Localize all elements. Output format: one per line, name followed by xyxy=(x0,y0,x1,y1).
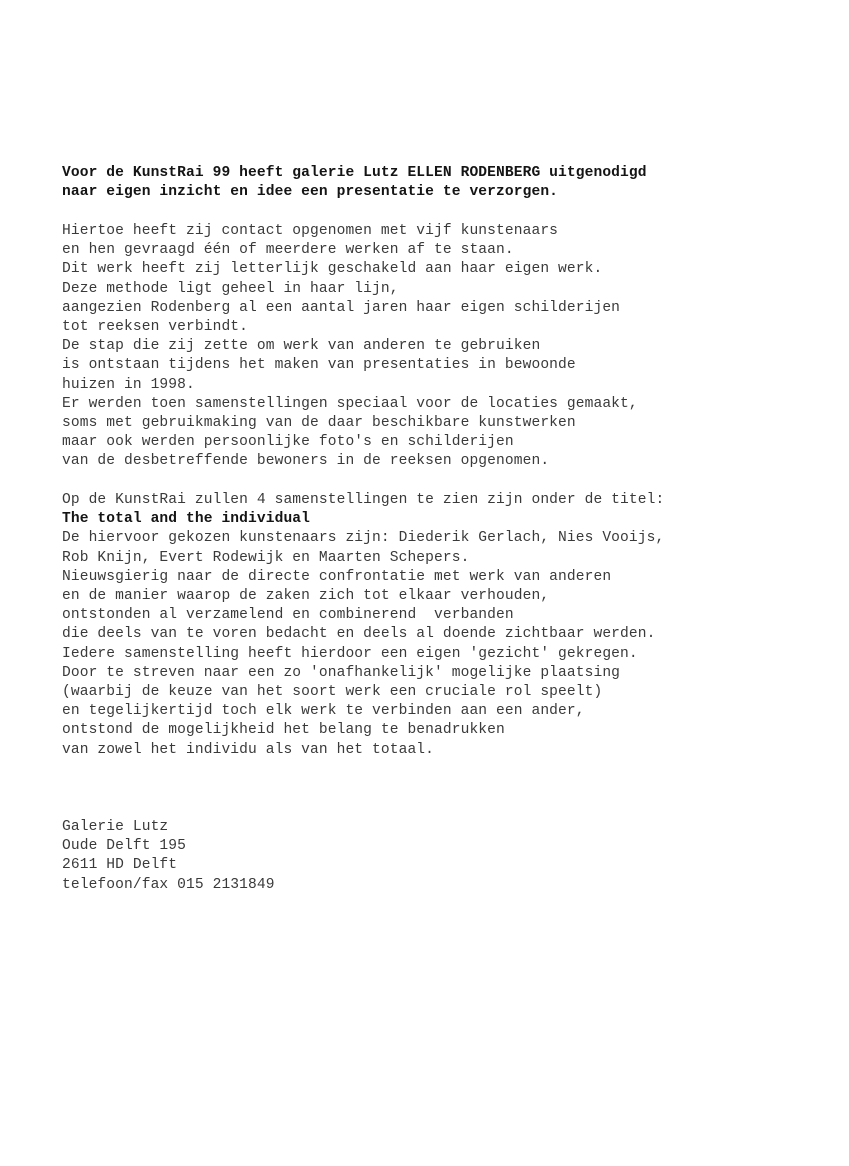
text-line: Er werden toen samenstellingen speciaal voor de locaties gemaakt, xyxy=(62,395,638,412)
intro-line: Voor de KunstRai 99 heeft galerie Lutz ELLEN RODENBERG uitgenodigd xyxy=(62,165,647,181)
text-line: Hiertoe heeft zij contact opgenomen met vijf kunstenaars xyxy=(62,223,559,239)
intro-paragraph xyxy=(62,164,647,202)
text-line: die deels van te voren bedacht en deels al doende zichtbaar werden. xyxy=(62,626,656,643)
text-line: van zowel het individu als van het totaal. xyxy=(62,741,435,758)
paragraph-artists-method xyxy=(62,222,638,472)
text-line: Deze methode ligt geheel in haar lijn, xyxy=(62,280,399,297)
street-address: Oude Delft 195 xyxy=(62,838,187,855)
text-line: Nieuwsgierig naar de directe confrontatie met werk van anderen xyxy=(62,568,612,585)
exhibition-title: The total and the individual xyxy=(62,511,311,528)
intro-line: naar eigen inzicht en idee een presentatie te verzorgen. xyxy=(62,184,559,201)
text-line: maar ook werden persoonlijke foto's en schilderijen xyxy=(62,434,514,451)
text-line: De stap die zij zette om werk van anderen te gebruiken xyxy=(62,338,541,355)
text-line: Op de KunstRai zullen 4 samenstellingen te zien zijn onder de titel: xyxy=(62,492,665,508)
phone-fax: telefoon/fax 015 2131849 xyxy=(62,876,275,893)
text-line: is ontstaan tijdens het maken van presentaties in bewoonde xyxy=(62,357,576,374)
text-line: soms met gebruikmaking van de daar beschikbare kunstwerken xyxy=(62,415,576,432)
text-line: van de desbetreffende bewoners in de reeksen opgenomen. xyxy=(62,453,550,470)
paragraph-exhibition xyxy=(62,491,664,760)
text-line: Iedere samenstelling heeft hierdoor een eigen 'gezicht' gekregen. xyxy=(62,645,638,662)
text-line: Door te streven naar een zo 'onafhankelijk' mogelijke plaatsing xyxy=(62,664,621,681)
text-line: Dit werk heeft zij letterlijk geschakeld aan haar eigen werk. xyxy=(62,261,603,278)
text-line: en de manier waarop de zaken zich tot elkaar verhouden, xyxy=(62,588,550,605)
text-line: huizen in 1998. xyxy=(62,376,195,393)
text-line: en hen gevraagd één of meerdere werken af te staan. xyxy=(62,242,514,259)
text-line: en tegelijkertijd toch elk werk te verbinden aan een ander, xyxy=(62,703,585,720)
text-line: Rob Knijn, Evert Rodewijk en Maarten Schepers. xyxy=(62,549,470,566)
gallery-address xyxy=(62,818,275,895)
text-line: aangezien Rodenberg al een aantal jaren haar eigen schilderijen xyxy=(62,299,621,316)
text-line: ontstonden al verzamelend en combinerend verbanden xyxy=(62,607,514,624)
postal-city: 2611 HD Delft xyxy=(62,857,178,874)
text-line: De hiervoor gekozen kunstenaars zijn: Diederik Gerlach, Nies Vooijs, xyxy=(62,530,665,547)
text-line: (waarbij de keuze van het soort werk een cruciale rol speelt) xyxy=(62,684,603,701)
gallery-name: Galerie Lutz xyxy=(62,819,169,835)
text-line: tot reeksen verbindt. xyxy=(62,319,249,336)
text-line: ontstond de mogelijkheid het belang te benadrukken xyxy=(62,722,505,739)
